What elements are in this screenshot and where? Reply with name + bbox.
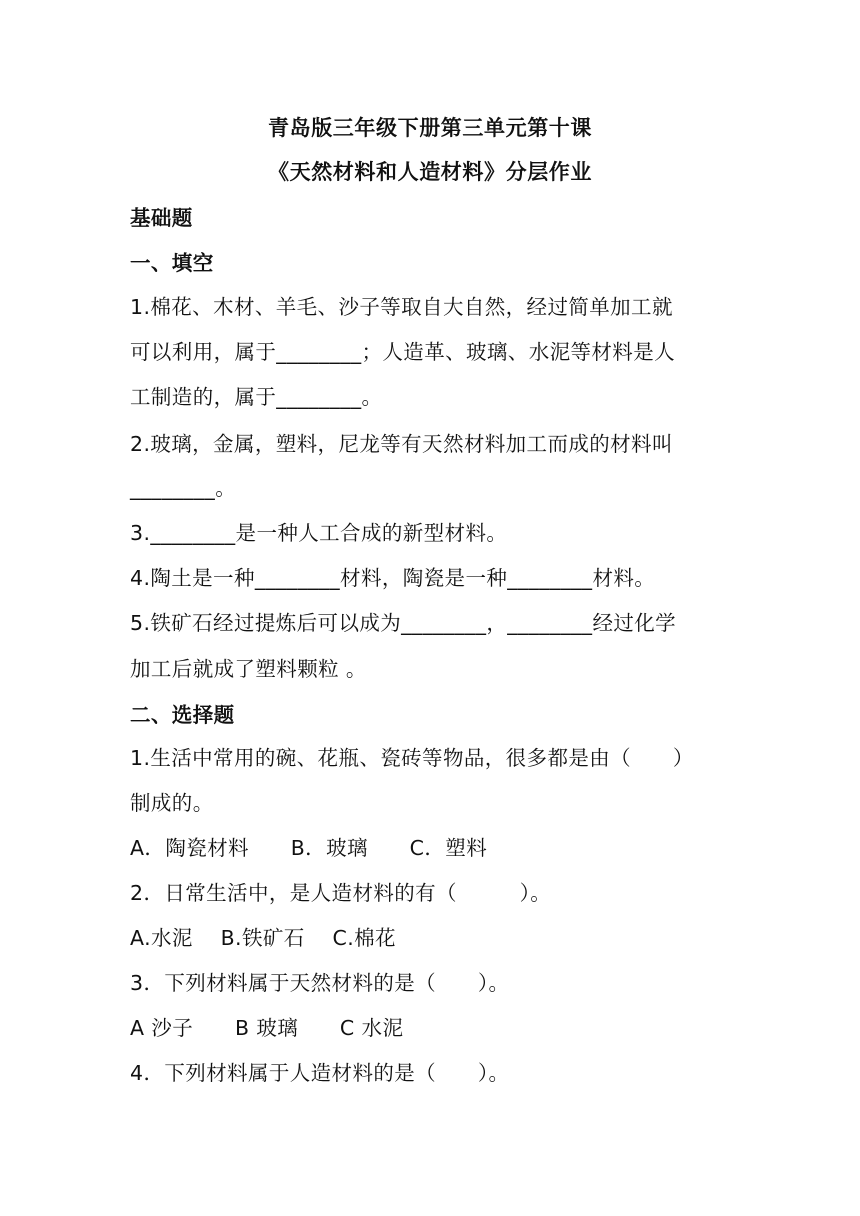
choice-q1-options: A．陶瓷材料 B．玻璃 C．塑料 [130, 836, 488, 860]
fill-q3: 3.________是一种人工合成的新型材料。 [130, 521, 508, 545]
choice-q2-options: A.水泥 B.铁矿石 C.棉花 [130, 926, 396, 950]
choice-q3: 3．下列材料属于天然材料的是（ ）。 [130, 971, 510, 995]
fill-q4: 4.陶土是一种________材料，陶瓷是一种________材料。 [130, 566, 656, 590]
choice-q4: 4．下列材料属于人造材料的是（ ）。 [130, 1061, 510, 1085]
document-title-line2: 《天然材料和人造材料》分层作业 [268, 160, 592, 184]
fill-q2-line1: 2.玻璃，金属，塑料，尼龙等有天然材料加工而成的材料叫 [130, 432, 673, 456]
fill-q5-line1: 5.铁矿石经过提炼后可以成为________，________经过化学 [130, 611, 677, 635]
fill-q1-line2: 可以利用，属于________；人造革、玻璃、水泥等材料是人 [130, 340, 675, 364]
section1-heading: 一、填空 [130, 251, 214, 275]
fill-q2-line2: ________。 [130, 476, 237, 500]
fill-q1-line1: 1.棉花、木材、羊毛、沙子等取自大自然，经过简单加工就 [130, 295, 673, 319]
choice-q2: 2．日常生活中，是人造材料的有（ ）。 [130, 881, 552, 905]
level-heading: 基础题 [130, 206, 193, 230]
choice-q3-options: A 沙子 B 玻璃 C 水泥 [130, 1016, 404, 1040]
fill-q1-line3: 工制造的，属于________。 [130, 385, 383, 409]
choice-q1-line2: 制成的。 [130, 791, 214, 815]
choice-q1-line1: 1.生活中常用的碗、花瓶、瓷砖等物品，很多都是由（ ） [130, 746, 694, 770]
section2-heading: 二、选择题 [130, 703, 235, 727]
fill-q5-line2: 加工后就成了塑料颗粒 。 [130, 657, 367, 681]
document-title-line1: 青岛版三年级下册第三单元第十课 [268, 116, 592, 140]
